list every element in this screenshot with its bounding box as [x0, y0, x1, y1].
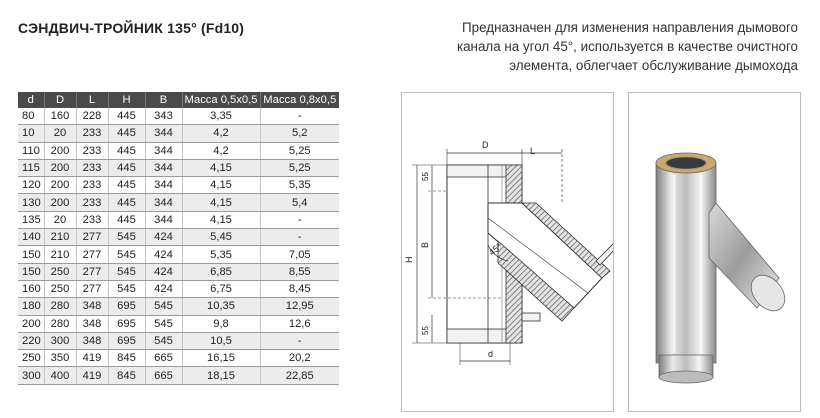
table-row [18, 125, 339, 142]
table-cell: 348 [76, 315, 108, 332]
table-row [18, 332, 339, 349]
table-cell: 277 [76, 229, 108, 246]
table-cell: 6,75 [182, 280, 260, 297]
table-row [18, 367, 339, 384]
H-label: H [404, 256, 414, 263]
table-row [18, 280, 339, 297]
table-cell: 150 [18, 246, 44, 263]
table-cell: 200 [44, 142, 76, 159]
branch-collar [596, 243, 613, 265]
table-cell: 110 [18, 142, 44, 159]
table-cell: 445 [108, 211, 145, 228]
column-header-B: B [145, 92, 182, 108]
table-cell: 344 [145, 142, 182, 159]
table-cell: 5,25 [260, 159, 339, 176]
top-opening [666, 157, 706, 169]
d-label: d [488, 349, 494, 359]
table-body [18, 108, 339, 384]
table-cell: 160 [18, 280, 44, 297]
column-header-mass-08: Масса 0,8x0,5 [260, 92, 339, 108]
table-cell: 5,45 [182, 229, 260, 246]
table-cell: 665 [145, 350, 182, 367]
table-cell: 545 [108, 280, 145, 297]
table-cell: 695 [108, 315, 145, 332]
technical-drawing-panel [401, 92, 614, 412]
dimensions-table [18, 92, 339, 385]
table-cell: 4,2 [182, 125, 260, 142]
column-header-d: d [18, 92, 44, 108]
table-row [18, 159, 339, 176]
table-cell: - [260, 332, 339, 349]
table-cell: 7,05 [260, 246, 339, 263]
table-row [18, 315, 339, 332]
table-cell: 228 [76, 108, 108, 125]
table-cell: 8,55 [260, 263, 339, 280]
table-header-row [18, 92, 339, 108]
table-cell: 3,35 [182, 108, 260, 125]
table-cell: 424 [145, 246, 182, 263]
bottom-edge [659, 371, 713, 383]
table-cell: 344 [145, 211, 182, 228]
table-cell: 344 [145, 177, 182, 194]
table-cell: 445 [108, 142, 145, 159]
table-cell: 200 [44, 159, 76, 176]
table-cell: 545 [108, 263, 145, 280]
table-cell: 18,15 [182, 367, 260, 384]
table-cell: 120 [18, 177, 44, 194]
table-cell: 200 [44, 177, 76, 194]
table-row [18, 298, 339, 315]
table-cell: 200 [18, 315, 44, 332]
table-cell: 115 [18, 159, 44, 176]
table-cell: 4,15 [182, 177, 260, 194]
table-cell: 80 [18, 108, 44, 125]
table-cell: 445 [108, 125, 145, 142]
table-cell: 4,15 [182, 211, 260, 228]
table-cell: 160 [44, 108, 76, 125]
table-cell: 233 [76, 211, 108, 228]
table-cell: 5,35 [182, 246, 260, 263]
table-cell: 343 [145, 108, 182, 125]
table-cell: 20 [44, 125, 76, 142]
table-cell: 10 [18, 125, 44, 142]
B-label: B [420, 241, 430, 248]
table-cell: 545 [145, 315, 182, 332]
table-cell: 5,4 [260, 194, 339, 211]
table-cell: 233 [76, 177, 108, 194]
L-label: L [530, 146, 536, 156]
table-cell: 5,2 [260, 125, 339, 142]
table-cell: 419 [76, 367, 108, 384]
table-row [18, 211, 339, 228]
table-cell: 16,15 [182, 350, 260, 367]
tee-technical-drawing [402, 93, 613, 411]
table-cell: 4,15 [182, 194, 260, 211]
table-cell: 210 [44, 246, 76, 263]
table-cell: 545 [108, 246, 145, 263]
page-title: СЭНДВИЧ-ТРОЙНИК 135° (Fd10) [18, 20, 245, 36]
table-cell: 135 [18, 211, 44, 228]
table-cell: 10,5 [182, 332, 260, 349]
table-cell: 695 [108, 332, 145, 349]
table-cell: 233 [76, 159, 108, 176]
column-header-mass-05: Масса 0,5x0,5 [182, 92, 260, 108]
table-cell: 9,8 [182, 315, 260, 332]
table-cell: 424 [145, 263, 182, 280]
table-cell: 210 [44, 229, 76, 246]
table-cell: 344 [145, 159, 182, 176]
table-cell: 200 [44, 194, 76, 211]
main-pipe-body [656, 163, 716, 363]
table-row [18, 350, 339, 367]
table-cell: 180 [18, 298, 44, 315]
table-cell: 348 [76, 332, 108, 349]
table-cell: 233 [76, 194, 108, 211]
bottom-spigot [522, 313, 540, 321]
table-cell: 22,85 [260, 367, 339, 384]
table-cell: 545 [145, 298, 182, 315]
table-cell: 445 [108, 159, 145, 176]
table-cell: - [260, 108, 339, 125]
product-description [418, 18, 798, 75]
table-cell: 445 [108, 108, 145, 125]
product-photo-panel [628, 92, 801, 412]
table-cell: 348 [76, 298, 108, 315]
table-cell: 665 [145, 367, 182, 384]
table-cell: 6,85 [182, 263, 260, 280]
table-cell: 344 [145, 194, 182, 211]
table-cell: 220 [18, 332, 44, 349]
table-cell: 545 [145, 332, 182, 349]
table-cell: 250 [44, 263, 76, 280]
table-cell: 5,35 [260, 177, 339, 194]
table-cell: 8,45 [260, 280, 339, 297]
table-cell: 845 [108, 367, 145, 384]
table-row [18, 229, 339, 246]
column-header-H: H [108, 92, 145, 108]
table-cell: 233 [76, 125, 108, 142]
description-line: канала на угол 45°, используется в качестве очистного [456, 39, 798, 54]
table-row [18, 177, 339, 194]
table-cell: 300 [18, 367, 44, 384]
table-cell: 20,2 [260, 350, 339, 367]
table-cell: 5,25 [260, 142, 339, 159]
table-cell: 12,6 [260, 315, 339, 332]
table-cell: 350 [44, 350, 76, 367]
table-cell: 424 [145, 229, 182, 246]
table-row [18, 194, 339, 211]
description-line: Предназначен для изменения направления дымового [462, 20, 798, 35]
table-row [18, 263, 339, 280]
bottom-55-label: 55 [421, 326, 430, 335]
table-cell: 445 [108, 177, 145, 194]
table-cell: 250 [18, 350, 44, 367]
D-label: D [482, 140, 489, 150]
table-cell: 695 [108, 298, 145, 315]
table-cell: 4,15 [182, 159, 260, 176]
table-row [18, 108, 339, 125]
table-cell: 140 [18, 229, 44, 246]
table-row [18, 142, 339, 159]
table-cell: 400 [44, 367, 76, 384]
table-cell: 424 [145, 280, 182, 297]
column-header-D: D [44, 92, 76, 108]
description-line: элемента, облегчает обслуживание дымохода [509, 58, 798, 73]
tee-product-illustration [629, 93, 800, 411]
table-cell: 445 [108, 194, 145, 211]
table-row [18, 246, 339, 263]
table-cell: 12,95 [260, 298, 339, 315]
table-cell: 277 [76, 280, 108, 297]
table-cell: 4,2 [182, 142, 260, 159]
top-55-label: 55 [421, 172, 430, 181]
table-cell: 250 [44, 280, 76, 297]
table-cell: 130 [18, 194, 44, 211]
table-cell: 280 [44, 315, 76, 332]
table-cell: 845 [108, 350, 145, 367]
table-cell: - [260, 229, 339, 246]
table-cell: 545 [108, 229, 145, 246]
table-cell: 10,35 [182, 298, 260, 315]
table-cell: 280 [44, 298, 76, 315]
table-cell: - [260, 211, 339, 228]
table-cell: 233 [76, 142, 108, 159]
table-cell: 150 [18, 263, 44, 280]
table-cell: 277 [76, 246, 108, 263]
column-header-L: L [76, 92, 108, 108]
table-cell: 277 [76, 263, 108, 280]
table-cell: 344 [145, 125, 182, 142]
table-cell: 300 [44, 332, 76, 349]
angle-label: 45° [486, 241, 504, 258]
table-cell: 20 [44, 211, 76, 228]
table-cell: 419 [76, 350, 108, 367]
